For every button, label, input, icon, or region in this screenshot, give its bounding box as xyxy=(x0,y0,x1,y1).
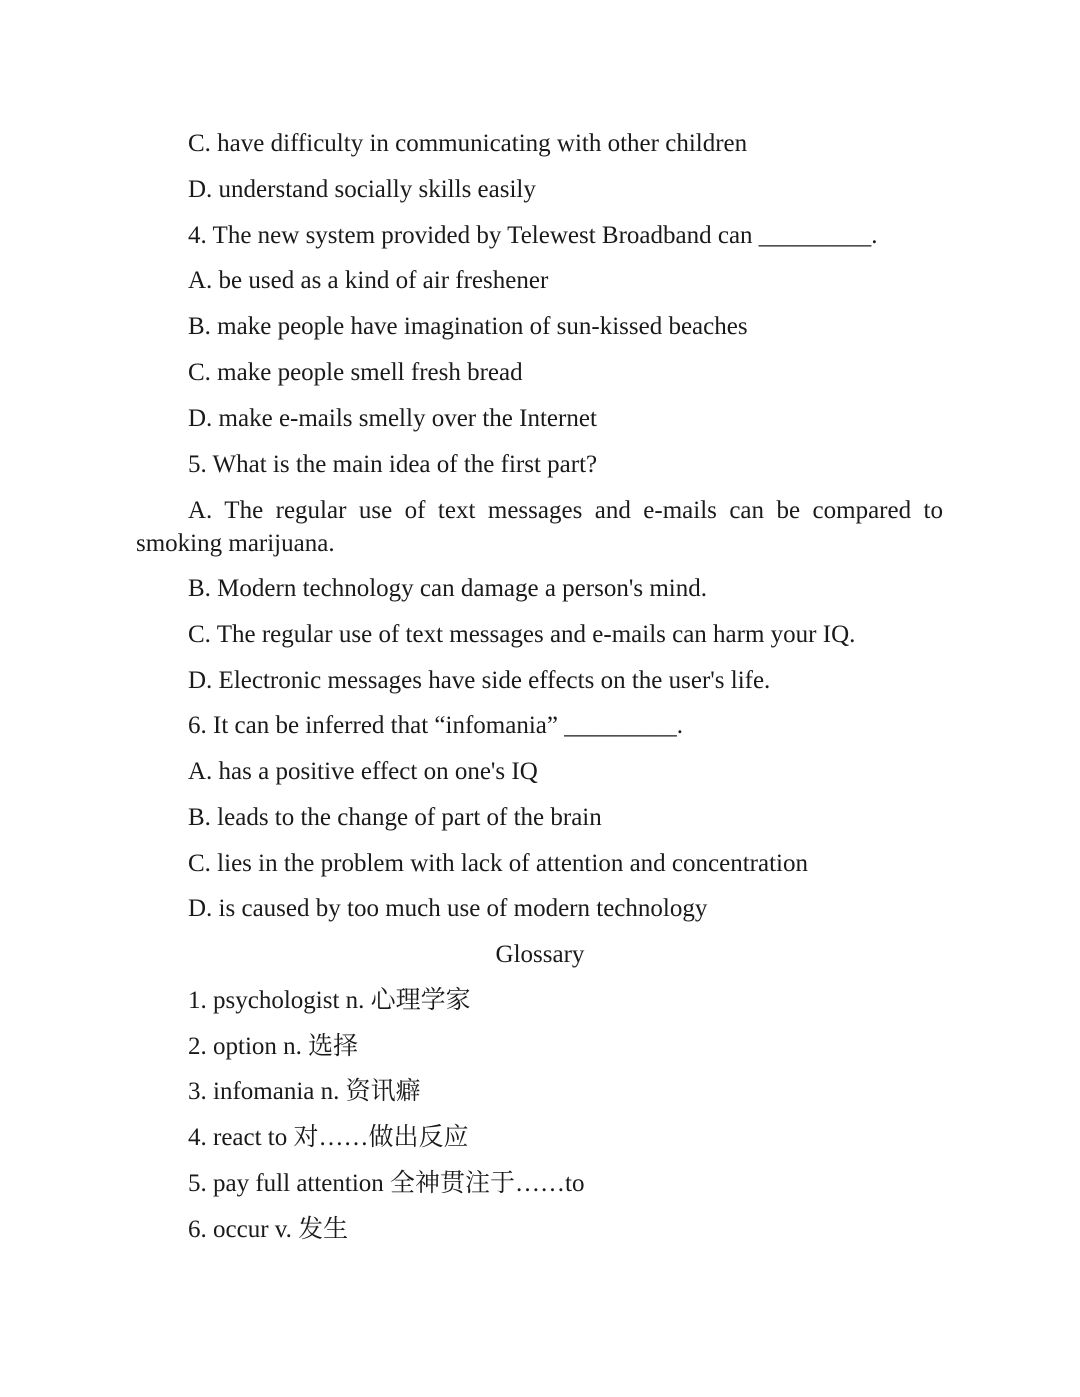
glossary-item: 5. pay full attention 全神贯注于……to xyxy=(188,1170,585,1197)
q6-stem: 6. It can be inferred that “infomania” _________. xyxy=(188,712,683,739)
glossary-item: 1. psychologist n. 心理学家 xyxy=(188,987,471,1014)
q3-option-d: D. understand socially skills easily xyxy=(188,176,536,203)
q6-option-a: A. has a positive effect on one's IQ xyxy=(188,758,538,785)
q5-option-d: D. Electronic messages have side effects on the user's life. xyxy=(188,667,771,694)
q5-option-b: B. Modern technology can damage a person's mind. xyxy=(188,575,707,602)
q4-option-d: D. make e-mails smelly over the Internet xyxy=(188,405,597,432)
glossary-item: 2. option n. 选择 xyxy=(188,1033,359,1060)
q4-stem: 4. The new system provided by Telewest Broadband can _________. xyxy=(188,222,878,249)
q6-option-d: D. is caused by too much use of modern technology xyxy=(188,895,708,922)
glossary-item: 4. react to 对……做出反应 xyxy=(188,1124,469,1151)
q6-option-c: C. lies in the problem with lack of attention and concentration xyxy=(188,850,808,877)
q5-option-c: C. The regular use of text messages and e-mails can harm your IQ. xyxy=(188,621,856,648)
glossary-item: 6. occur v. 发生 xyxy=(188,1216,349,1243)
q5-option-a: A. The regular use of text messages and e-mails can be compared to smoking marijuana. xyxy=(136,497,943,557)
q3-option-c: C. have difficulty in communicating with other children xyxy=(188,130,748,157)
glossary-title: Glossary xyxy=(495,941,585,968)
q4-option-a: A. be used as a kind of air freshener xyxy=(188,267,549,294)
q4-option-b: B. make people have imagination of sun-kissed beaches xyxy=(188,313,748,340)
q6-option-b: B. leads to the change of part of the brain xyxy=(188,804,602,831)
q5-stem: 5. What is the main idea of the first part? xyxy=(188,451,598,478)
q4-option-c: C. make people smell fresh bread xyxy=(188,359,523,386)
glossary-item: 3. infomania n. 资讯癖 xyxy=(188,1078,421,1105)
